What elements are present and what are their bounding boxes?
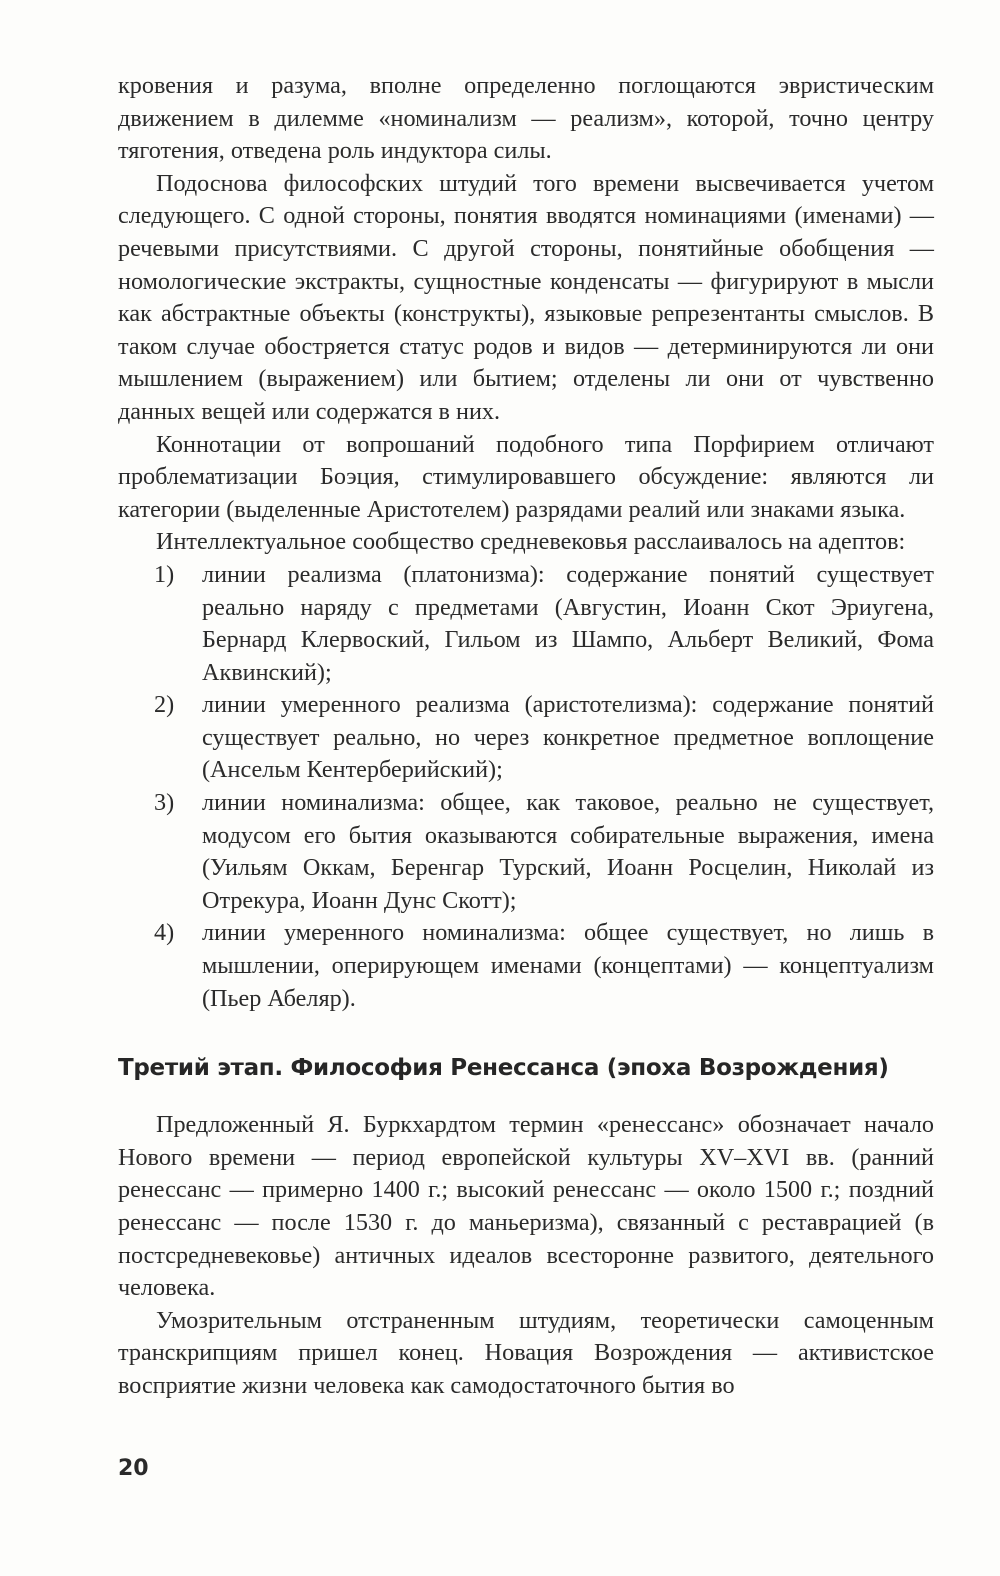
list-item-text: линии реализма (платонизма): содержание понятий существует реально наряду с предметами (Августин, Иоанн Скот Эриугена, Бернард Клервоский, Гильом из Шампо, Альберт Великий, Фома Аквинский);: [202, 560, 934, 686]
list-item-text: линии умеренного реализма (аристотелизма): содержание понятий существует реально, но через конкретное предметное воплощение (Ансельм Кентерберийский);: [202, 691, 934, 784]
section-heading: Третий этап. Философия Ренессанса (эпоха Возрождения): [118, 1055, 889, 1082]
page-number: 20: [118, 1456, 149, 1481]
adepts-list: [118, 559, 934, 1015]
list-item: [118, 559, 934, 689]
page-body: [118, 70, 934, 1403]
list-item-number: 4): [154, 919, 175, 947]
list-item-number: 1): [154, 560, 175, 588]
list-item: [118, 787, 934, 917]
paragraph: Умозрительным отстраненным штудиям, теоретически самоценным транскрипциям пришел конец. Новация Возрождения — активистское восприятие жизни человека как самодостаточного бытия во: [118, 1306, 934, 1399]
paragraph-continuation: кровения и разума, вполне определенно поглощаются эвристическим движением в дилемме «номинализм — реализм», которой, точно центру тяготения, отведена роль индуктора силы.: [118, 72, 934, 165]
list-item-number: 2): [154, 691, 175, 719]
list-item: [118, 917, 934, 1015]
paragraph: Подоснова философских штудий того времени высвечивается учетом следующего. С одной стороны, понятия вводятся номинациями (именами) — речевыми присутствиями. С другой стороны, понятийные обобщения — номологические экстракты, сущностные конденсаты — фигурируют в мысли как абстрактные объекты (конструкты), языковые репрезентанты смыслов. В таком случае обостряется статус родов и видов — детерминируются ли они мышлением (выражением) или бытием; отделены ли они от чувственно данных вещей или содержатся в них.: [118, 169, 934, 425]
paragraph: Предложенный Я. Буркхардтом термин «ренессанс» обозначает начало Нового времени — период европейской культуры XV–XVI вв. (ранний ренессанс — примерно 1400 г.; высокий ренессанс — около 1500 г.; поздний ренессанс — после 1530 г. до маньеризма), связанный с реставрацией (в постсредневековье) античных идеалов всесторонне развитого, деятельного человека.: [118, 1111, 934, 1302]
list-item-text: линии умеренного номинализма: общее существует, но лишь в мышлении, оперирующем именами (концептами) — концептуализм (Пьер Абеляр).: [202, 919, 934, 1012]
paragraph: Интеллектуальное сообщество средневековья расслаивалось на адептов:: [156, 528, 906, 556]
list-item-number: 3): [154, 789, 175, 817]
list-item-text: линии номинализма: общее, как таковое, реально не существует, модусом его бытия оказываются собирательные выражения, имена (Уильям Оккам, Беренгар Турский, Иоанн Росцелин, Николай из Отрекура, Иоанн Дунс Скотт);: [202, 789, 934, 914]
paragraph: Коннотации от вопрошаний подобного типа Порфирием отличают проблематизации Боэция, стимулировавшего обсуждение: являются ли категории (выделенные Аристотелем) разрядами реалий или знаками языка.: [118, 430, 934, 523]
list-item: [118, 689, 934, 787]
